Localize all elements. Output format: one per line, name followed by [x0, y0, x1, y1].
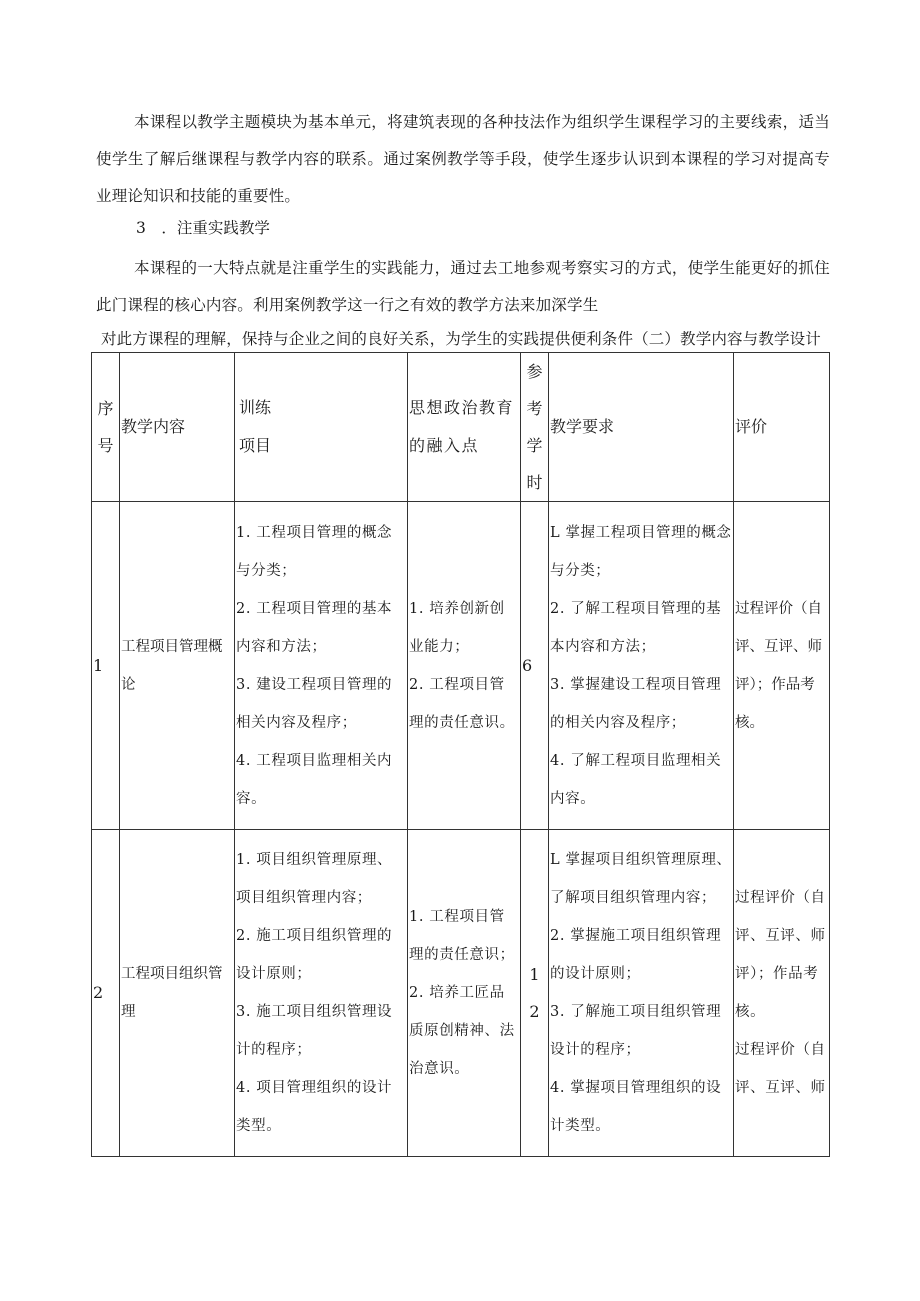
row2-content: 工程项目组织管理 [120, 830, 235, 1157]
row1-requirements: L 掌握工程项目管理的概念与分类； 2. 了解工程项目管理的基本内容和方法； 3. 掌握建设工程项目管理的相关内容及程序； 4. 了解工程项目监理相关内容。 [549, 502, 734, 830]
row2-ideology: 1. 工程项目管理的责任意识； 2. 培养工匠品质原创精神、法治意识。 [408, 830, 521, 1157]
table-caption: 对此方课程的理解，保持与企业之间的良好关系，为学生的实践提供便利条件（二）教学内容与教学设计 [101, 330, 821, 348]
header-evaluation: 评价 [734, 353, 830, 502]
table-header-row [92, 353, 830, 502]
row2-requirements: L 掌握项目组织管理原理、了解项目组织管理内容； 2. 掌握施工项目组织管理的设计原则； 3. 了解施工项目组织管理设计的程序； 4. 掌握项目管理组织的设计类型。 [549, 830, 734, 1157]
intro-paragraph: 本课程以教学主题模块为基本单元，将建筑表现的各种技法作为组织学生课程学习的主要线索，适当使学生了解后继课程与教学内容的联系。通过案例教学等手段，使学生逐步认识到本课程的学习对提高专业理论知识和技能的重要性。 [96, 113, 830, 205]
header-requirements: 教学要求 [549, 353, 734, 502]
row2-seq: 2 [92, 830, 120, 1157]
row1-ideology: 1. 培养创新创业能力； 2. 工程项目管理的责任意识。 [408, 502, 521, 830]
header-seq: 序 号 [92, 353, 120, 502]
row1-seq: 1 [92, 502, 120, 830]
row2-training: 1. 项目组织管理原理、项目组织管理内容； 2. 施工项目组织管理的设计原则； 3. 施工项目组织管理设计的程序； 4. 项目管理组织的设计类型。 [235, 830, 408, 1157]
header-ideology: 思想政治教育的融入点 [408, 353, 521, 502]
header-hours: 参 考 学 时 [521, 353, 549, 502]
header-training: 训练 项目 [235, 353, 408, 502]
row2-evaluation: 过程评价（自评、互评、师评）；作品考核。 过程评价（自评、互评、师 [734, 830, 830, 1157]
row2-hours: 1 2 [521, 830, 549, 1157]
table-row [92, 502, 830, 830]
section-heading-practice: 3 ．注重实践教学 [136, 219, 270, 237]
header-content: 教学内容 [120, 353, 235, 502]
row1-evaluation: 过程评价（自评、互评、师评）；作品考核。 [734, 502, 830, 830]
row1-content: 工程项目管理概论 [120, 502, 235, 830]
row1-training: 1. 工程项目管理的概念与分类； 2. 工程项目管理的基本内容和方法； 3. 建设工程项目管理的相关内容及程序； 4. 工程项目监理相关内容。 [235, 502, 408, 830]
table-row [92, 830, 830, 1157]
row1-hours: 6 [521, 502, 549, 830]
teaching-content-table [91, 352, 830, 1157]
practice-paragraph: 本课程的一大特点就是注重学生的实践能力，通过去工地参观考察实习的方式，使学生能更好的抓住此门课程的核心内容。利用案例教学这一行之有效的教学方法来加深学生 [96, 259, 830, 314]
